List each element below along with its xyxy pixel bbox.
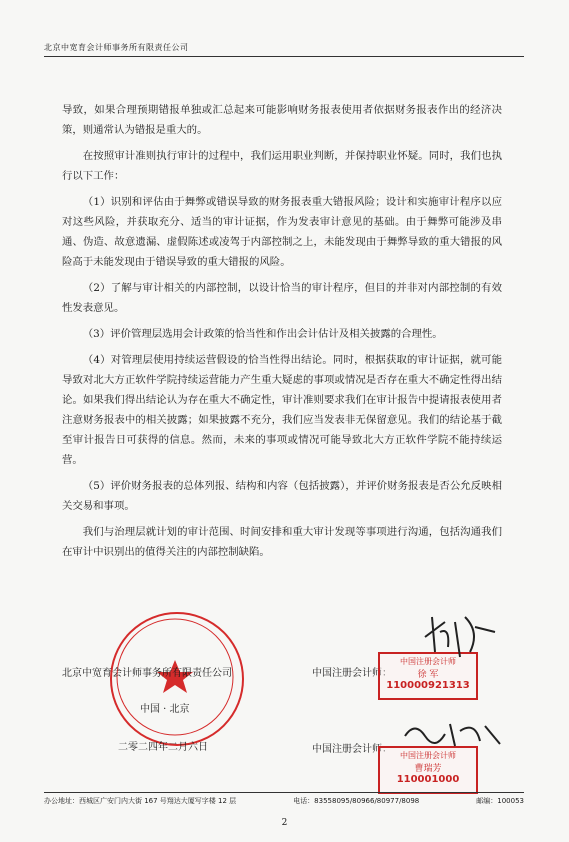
- stamp1-name: 徐 军: [417, 670, 439, 680]
- header-rule: [44, 56, 524, 57]
- footer-rule: [44, 792, 524, 793]
- footer-phone: 电话：83558095/80966/80977/8098: [293, 797, 420, 805]
- stamp1-number: 110000921313: [386, 680, 470, 691]
- stamp2-number: 110001000: [396, 774, 460, 785]
- report-body: [62, 100, 502, 568]
- signing-location: 中国 · 北京: [140, 704, 190, 715]
- handwritten-signature-2: [400, 716, 510, 756]
- footer-zip: 邮编：100053: [476, 797, 524, 805]
- paragraph-item-2: （2）了解与审计相关的内部控制，以设计恰当的审计程序，但目的并非对内部控制的有效性发表意见。: [62, 282, 502, 314]
- footer-address: 办公地址：西城区广安门内大街 167 号翔达大厦写字楼 12 层: [44, 797, 237, 805]
- cpa-label-1: 中国注册会计师：: [312, 668, 392, 679]
- handwritten-signature-1: [420, 612, 500, 682]
- paragraph-item-5: （5）评价财务报表的总体列报、结构和内容（包括披露），并评价财务报表是否公允反映相关交易和事项。: [62, 480, 502, 512]
- paragraph-professional-judgment: 在按照审计准则执行审计的过程中，我们运用职业判断，并保持职业怀疑。同时，我们也执行以下工作：: [62, 150, 502, 182]
- cpa-label-2: 中国注册会计师：: [312, 744, 392, 755]
- paragraph-item-3: （3）评价管理层选用会计政策的恰当性和作出会计估计及相关披露的合理性。: [82, 328, 443, 340]
- paragraph-item-4: （4）对管理层使用持续运营假设的恰当性得出结论。同时，根据获取的审计证据，就可能导致对北大方正软件学院持续运营能力产生重大疑虑的事项或情况是否存在重大不确定性得出结论。如果我们得出结论认为存在重大不确定性，审计准则要求我们在审计报告中提请报表使用者注意财务报表中的相关披露；如果披露不充分，我们应当发表非无保留意见。我们的结论基于截至审计报告日可获得的信息。然而，未来的事项或情况可能导致北大方正软件学院不能持续运营。: [62, 354, 502, 466]
- firm-seal: [110, 612, 244, 746]
- paragraph-item-1: （1）识别和评估由于舞弊或错误导致的财务报表重大错报风险；设计和实施审计程序以应对这些风险，并获取充分、适当的审计证据，作为发表审计意见的基础。由于舞弊可能涉及串通、伪造、故意遗漏、虚假陈述或凌驾于内部控制之上，未能发现由于舞弊导致的重大错报的风险高于未能发现由于错误导致的重大错报的风险。: [62, 196, 502, 268]
- paragraph-communication: 我们与治理层就计划的审计范围、时间安排和重大审计发现等事项进行沟通，包括沟通我们在审计中识别出的值得关注的内部控制缺陷。: [62, 526, 502, 558]
- signing-date: 二零二四年二月六日: [118, 742, 208, 753]
- paragraph-misstatement: 导致，如果合理预期错报单独或汇总起来可能影响财务报表使用者依据财务报表作出的经济决策，则通常认为错报是重大的。: [62, 104, 502, 136]
- signing-firm: 北京中宽育会计师事务所有限责任公司: [62, 668, 232, 679]
- page-number: 2: [281, 818, 288, 828]
- letterhead-firm-name: 北京中宽育会计师事务所有限责任公司: [44, 43, 189, 52]
- stamp2-name: 曹瑞芳: [414, 764, 442, 774]
- stamp1-title: 中国注册会计师: [400, 657, 456, 666]
- footer: [44, 796, 524, 806]
- stamp2-title: 中国注册会计师: [400, 751, 456, 760]
